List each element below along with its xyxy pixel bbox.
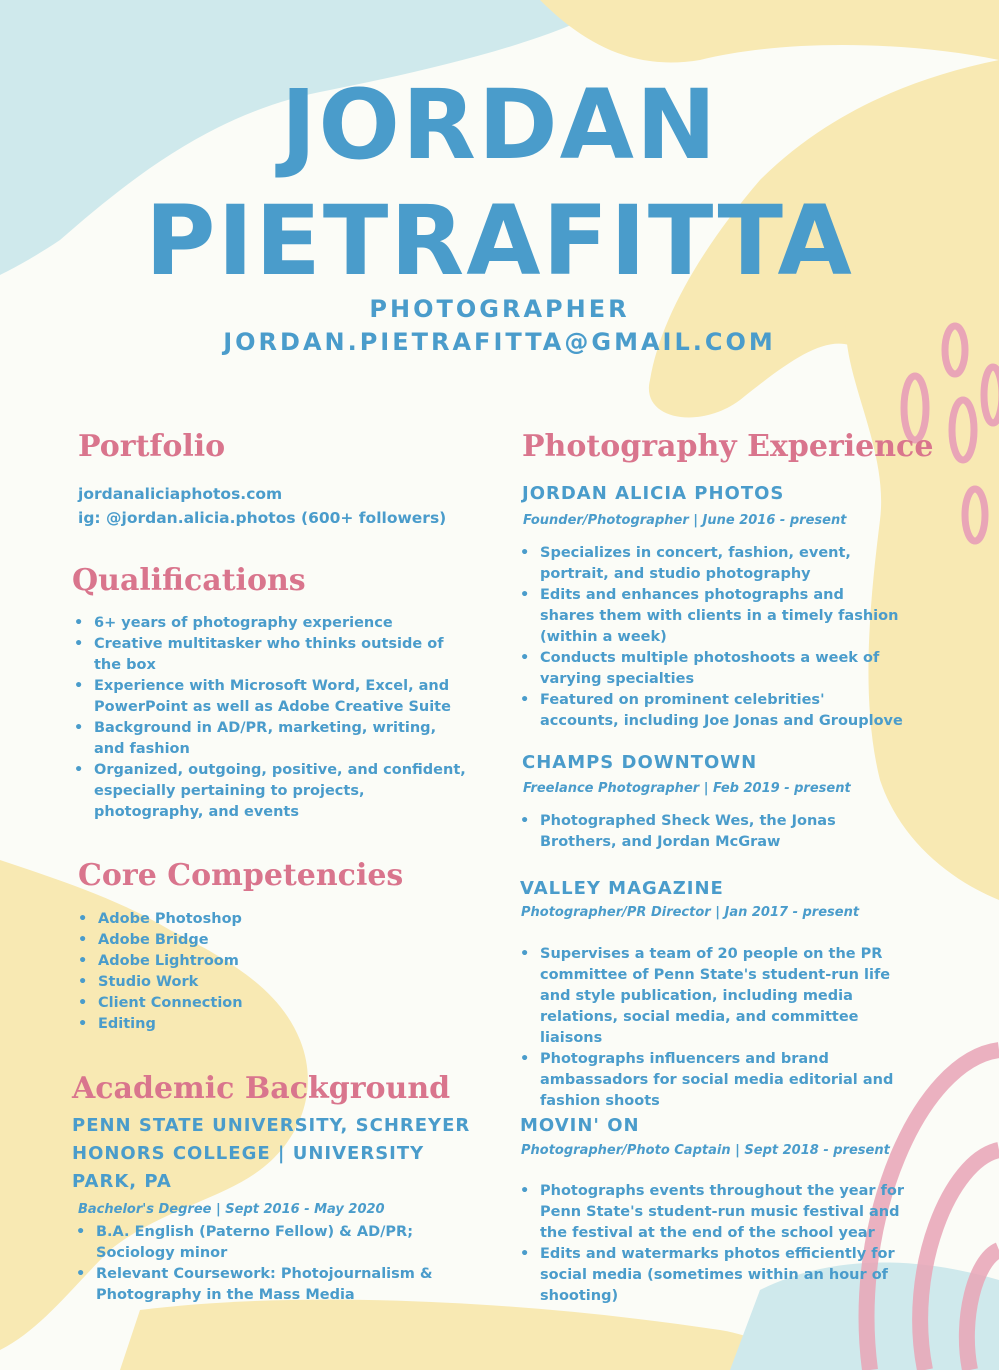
list-item: • Adobe Lightroom: [76, 951, 376, 972]
list-item: • Photographs events throughout the year for Penn State's student-run music festival and the festival at the end of the school year: [518, 1181, 928, 1244]
list-item: • Supervises a team of 20 people on the PR committee of Penn State's student-run life and style publication, including media relations, social media, and committee liaisons: [518, 944, 913, 1049]
portfolio-instagram: ig: @jordan.alicia.photos (600+ followers): [78, 509, 447, 527]
email-address: JORDAN.PIETRAFITTA@GMAIL.COM: [223, 328, 776, 356]
job-bullets: [518, 1181, 928, 1307]
list-item: • Client Connection: [76, 993, 376, 1014]
list-item: • Background in AD/PR, marketing, writing, and fashion: [72, 718, 467, 760]
list-item: • Creative multitasker who thinks outside of the box: [72, 634, 467, 676]
degree-line: Bachelor's Degree | Sept 2016 - May 2020: [78, 1202, 385, 1217]
job-org: MOVIN' ON: [520, 1115, 640, 1136]
yellow-swoosh-top: [540, 0, 999, 63]
qualifications-list: [72, 613, 467, 823]
job-org: VALLEY MAGAZINE: [520, 878, 724, 899]
competencies-heading: Core Competencies: [78, 858, 404, 893]
job-bullets: [518, 944, 913, 1112]
job-bullets: [518, 811, 908, 853]
job-role: Photographer/PR Director | Jan 2017 - present: [521, 905, 860, 920]
list-item: • Adobe Bridge: [76, 930, 376, 951]
experience-heading: Photography Experience: [522, 429, 934, 464]
list-item: • Relevant Coursework: Photojournalism & Photography in the Mass Media: [74, 1264, 484, 1306]
academic-heading: Academic Background: [72, 1071, 451, 1106]
list-item: • Photographed Sheck Wes, the Jonas Brothers, and Jordan McGraw: [518, 811, 908, 853]
list-item: • 6+ years of photography experience: [72, 613, 467, 634]
job-role: Freelance Photographer | Feb 2019 - present: [523, 781, 851, 796]
job-bullets: [518, 543, 903, 732]
list-item: • Edits and watermarks photos efficiently for social media (sometimes within an hour of shooting): [518, 1244, 928, 1307]
last-name: PIETRAFITTA: [145, 185, 854, 297]
list-item: • Organized, outgoing, positive, and confident, especially pertaining to projects, photography, and events: [72, 760, 467, 823]
list-item: • Conducts multiple photoshoots a week of varying specialties: [518, 648, 903, 690]
job-role: Photographer/Photo Captain | Sept 2018 - present: [521, 1143, 890, 1158]
yellow-blob-bottom: [120, 1300, 800, 1370]
portfolio-block: [78, 482, 478, 530]
list-item: • Photographs influencers and brand ambassadors for social media editorial and fashion shoots: [518, 1049, 913, 1112]
job-title: PHOTOGRAPHER: [369, 295, 630, 323]
competencies-list: [76, 909, 376, 1035]
job-org: JORDAN ALICIA PHOTOS: [522, 483, 785, 504]
job-role: Founder/Photographer | June 2016 - present: [523, 513, 847, 528]
portfolio-heading: Portfolio: [78, 429, 226, 464]
school-name: PENN STATE UNIVERSITY, SCHREYER HONORS COLLEGE | UNIVERSITY PARK, PA: [72, 1115, 471, 1192]
list-item: • Adobe Photoshop: [76, 909, 376, 930]
list-item: • Studio Work: [76, 972, 376, 993]
list-item: • Editing: [76, 1014, 376, 1035]
job-org: CHAMPS DOWNTOWN: [522, 752, 758, 773]
list-item: • Specializes in concert, fashion, event, portrait, and studio photography: [518, 543, 903, 585]
list-item: • Featured on prominent celebrities' accounts, including Joe Jonas and Grouplove: [518, 690, 903, 732]
qualifications-heading: Qualifications: [72, 563, 306, 598]
list-item: • B.A. English (Paterno Fellow) & AD/PR; Sociology minor: [74, 1222, 484, 1264]
academic-list: [74, 1222, 484, 1306]
first-name: JORDAN: [280, 69, 719, 181]
list-item: • Experience with Microsoft Word, Excel, and PowerPoint as well as Adobe Creative Suite: [72, 676, 467, 718]
portfolio-website: jordanaliciaphotos.com: [78, 485, 283, 503]
list-item: • Edits and enhances photographs and shares them with clients in a timely fashion (within a week): [518, 585, 903, 648]
